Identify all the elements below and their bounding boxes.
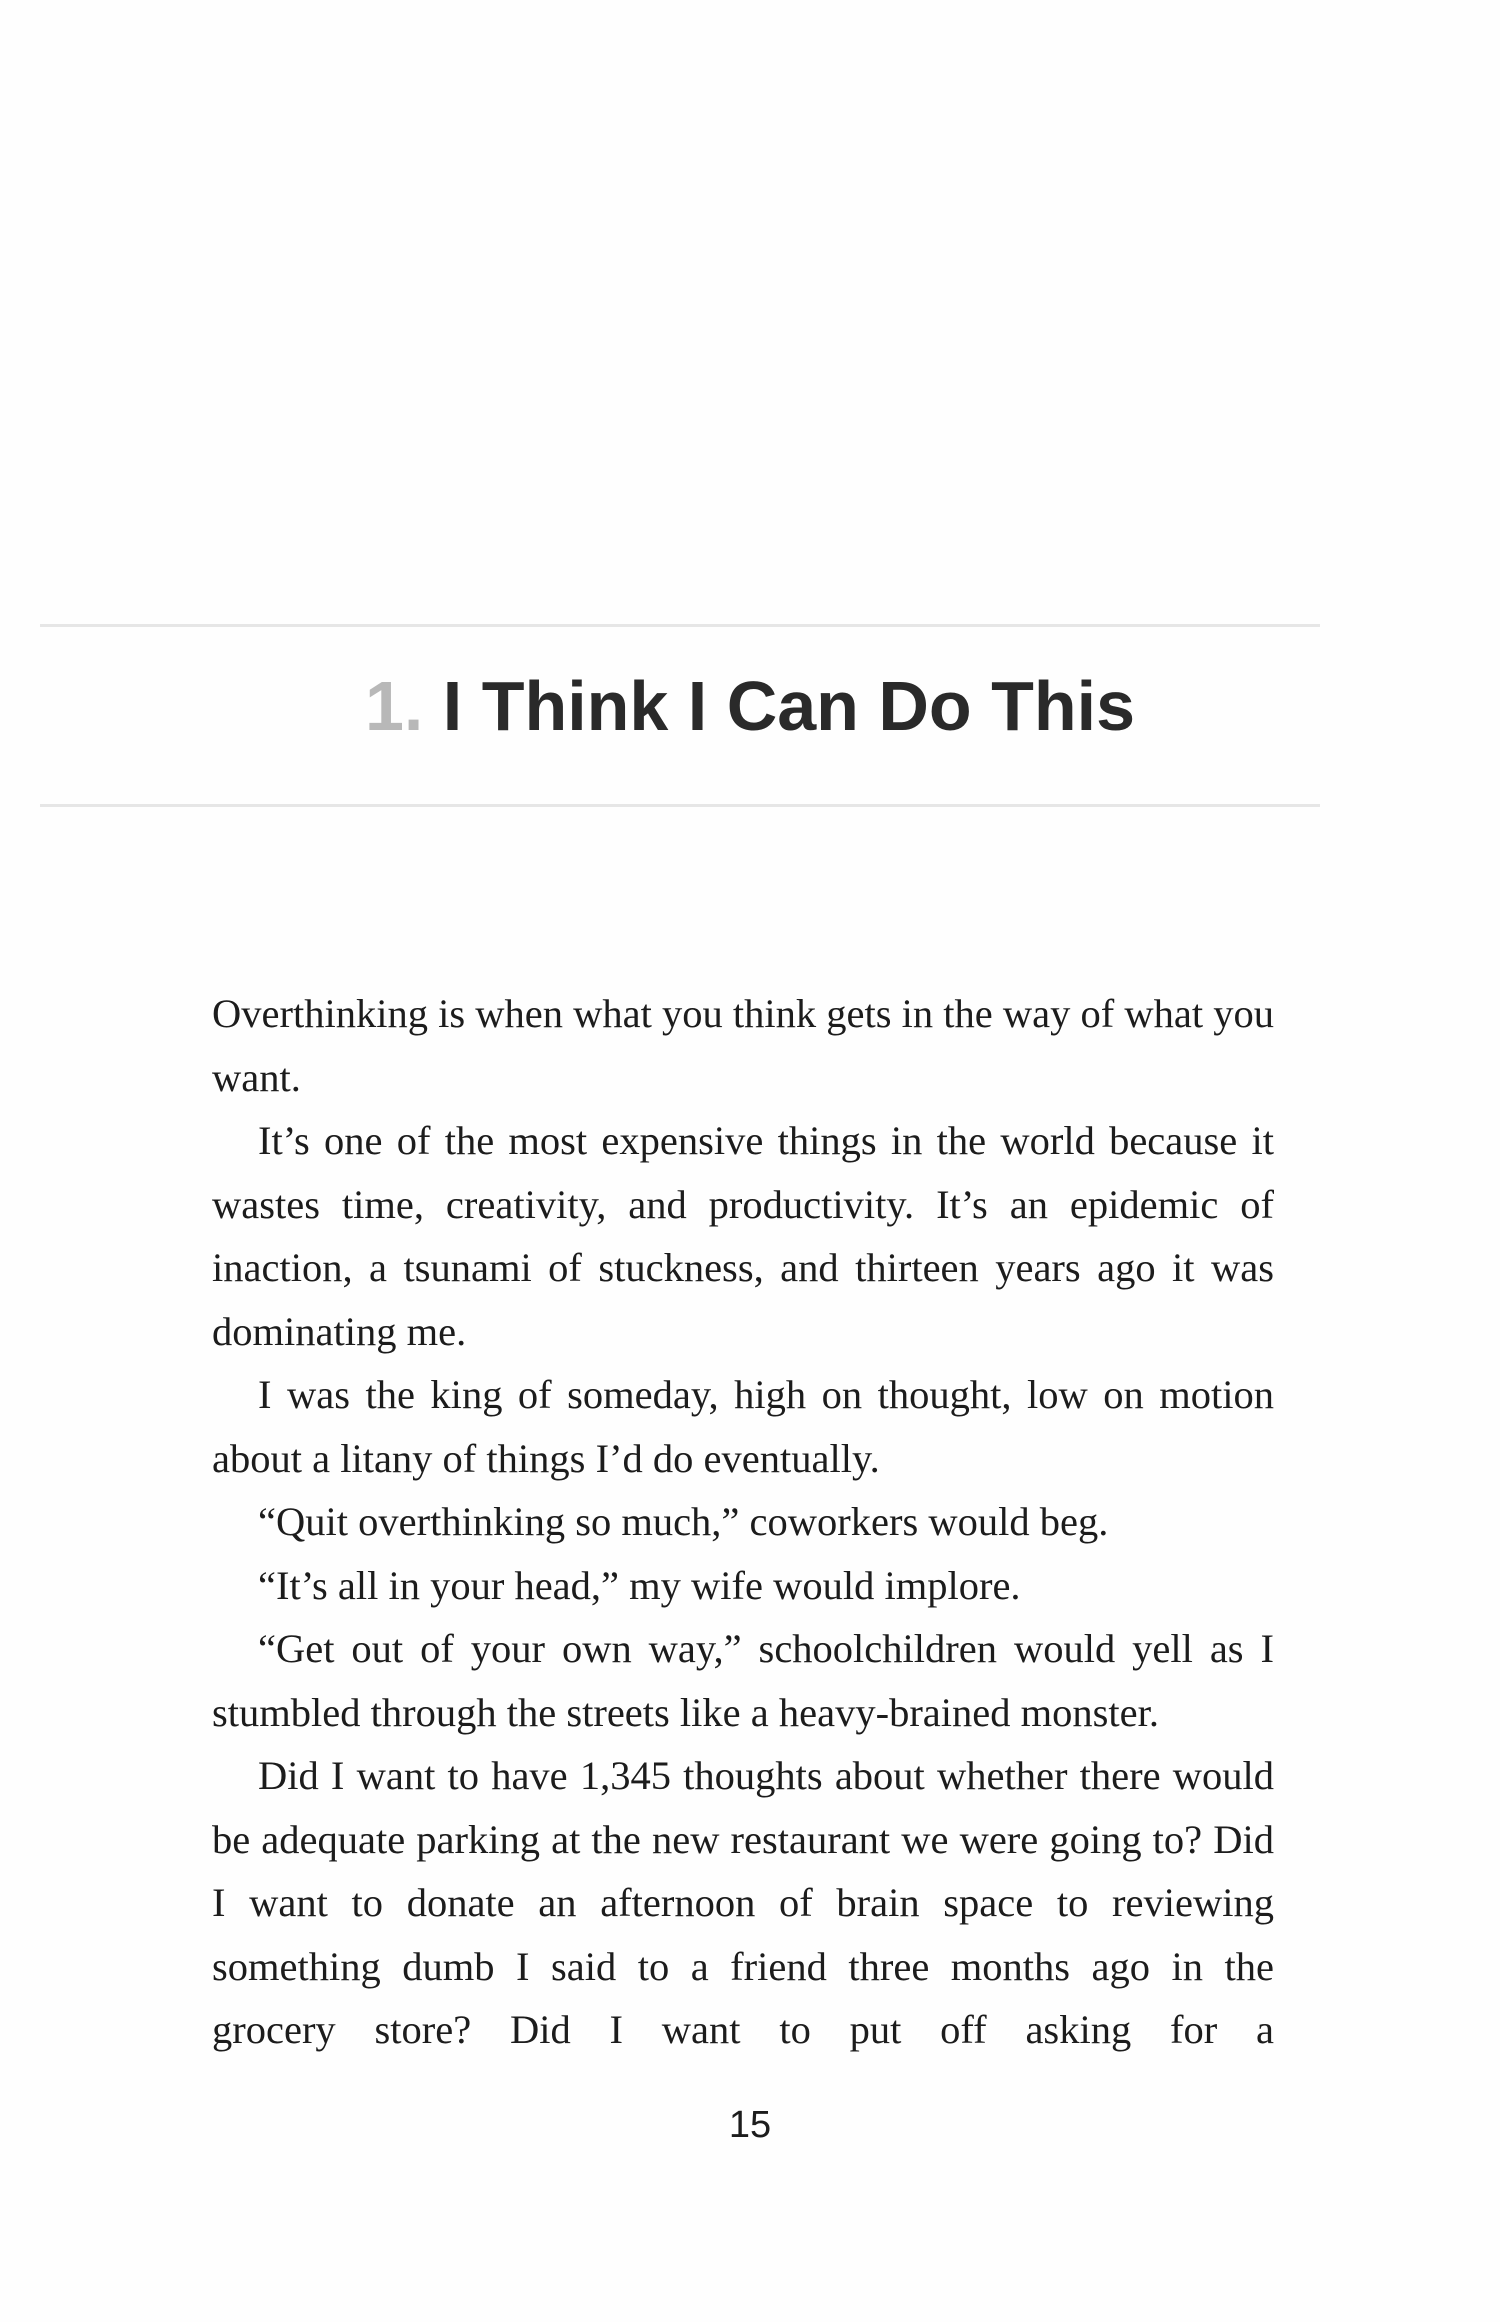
chapter-title: I Think I Can Do This (442, 667, 1136, 745)
paragraph: It’s one of the most expensive things in the world because it wastes time, creativity, and productivity. It’s an epidemic of inaction, a tsunami of stuckness, and thirteen years ago it was dominating me. (212, 1118, 1274, 1354)
paragraph: I was the king of someday, high on thought, low on motion about a litany of things I’d do eventually. (212, 1372, 1274, 1481)
chapter-number: 1. (364, 667, 424, 745)
paragraph: “It’s all in your head,” my wife would implore. (258, 1562, 1021, 1608)
paragraph: Overthinking is when what you think gets in the way of what you want. (212, 991, 1274, 1100)
heading-top-rule (40, 624, 1320, 627)
chapter-heading (0, 656, 1500, 756)
heading-bottom-rule (40, 804, 1320, 807)
body-text (212, 982, 1274, 2062)
paragraph: “Get out of your own way,” schoolchildren would yell as I stumbled through the streets like a heavy-brained monster. (212, 1626, 1274, 1735)
paragraph: “Quit overthinking so much,” coworkers would beg. (258, 1499, 1109, 1544)
page-number: 15 (728, 2104, 772, 2146)
paragraph: Did I want to have 1,345 thoughts about whether there would be adequate parking at the new restaurant we were going to? Did I want to donate an afternoon of brain space to reviewing something dumb I said to a friend three months ago in the grocery store? Did I want to put off asking for a (212, 1753, 1274, 2052)
